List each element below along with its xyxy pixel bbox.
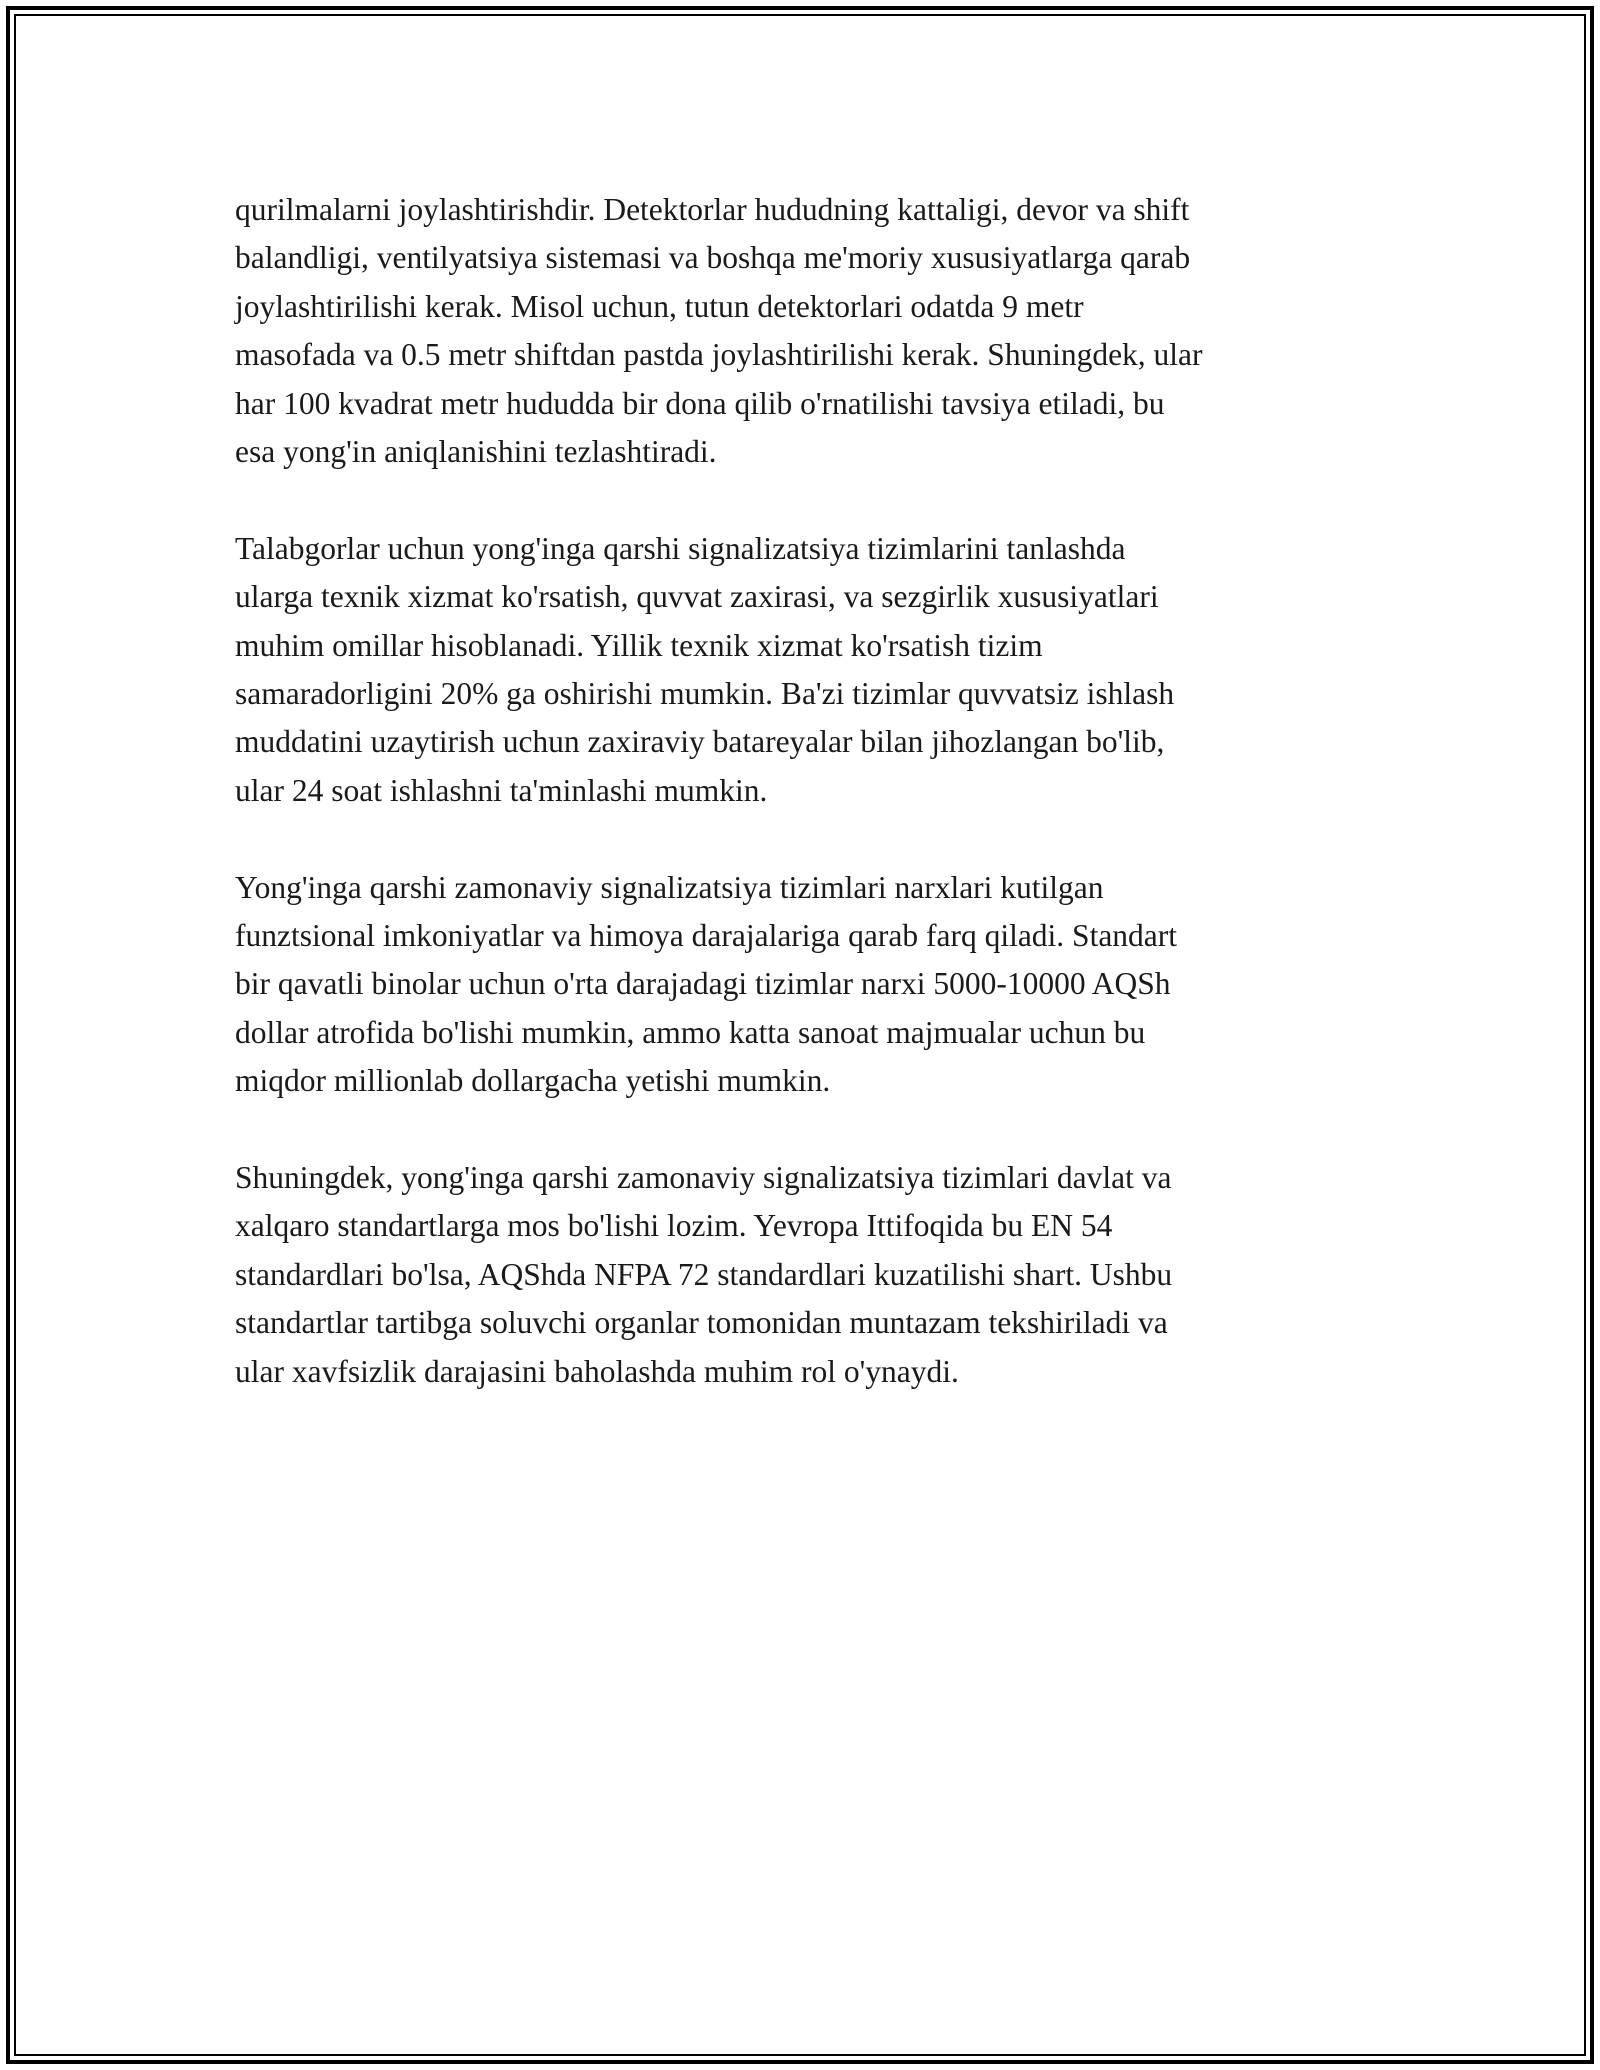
text-line: muddatini uzaytirish uchun zaxiraviy batareyalar bilan jihozlangan bo'lib,	[235, 724, 1165, 760]
text-line: standardlari bo'lsa, AQShda NFPA 72 standardlari kuzatilishi shart. Ushbu	[235, 1256, 1173, 1292]
paragraph-2	[235, 525, 1375, 815]
text-line: Yong'inga qarshi zamonaviy signalizatsiya tizimlari narxlari kutilgan	[235, 869, 1104, 905]
text-line: Talabgorlar uchun yong'inga qarshi signalizatsiya tizimlarini tanlashda	[235, 530, 1126, 566]
text-line: joylashtirilishi kerak. Misol uchun, tutun detektorlari odatda 9 metr	[235, 288, 1084, 324]
text-line: standartlar tartibga soluvchi organlar tomonidan muntazam tekshiriladi va	[235, 1305, 1168, 1341]
text-line: dollar atrofida bo'lishi mumkin, ammo katta sanoat majmualar uchun bu	[235, 1014, 1146, 1050]
document-body	[235, 186, 1375, 1445]
text-line: ular 24 soat ishlashni ta'minlashi mumkin.	[235, 772, 768, 808]
text-line: xalqaro standartlarga mos bo'lishi lozim. Yevropa Ittifoqida bu EN 54	[235, 1208, 1113, 1244]
text-line: bir qavatli binolar uchun o'rta darajadagi tizimlar narxi 5000-10000 AQSh	[235, 966, 1171, 1002]
text-line: samaradorligini 20% ga oshirishi mumkin. Ba'zi tizimlar quvvatsiz ishlash	[235, 676, 1175, 712]
text-line: har 100 kvadrat metr hududda bir dona qilib o'rnatilishi tavsiya etiladi, bu	[235, 385, 1165, 421]
paragraph-3	[235, 864, 1375, 1106]
text-line: balandligi, ventilyatsiya sistemasi va boshqa me'moriy xususiyatlarga qarab	[235, 240, 1191, 276]
text-line: miqdor millionlab dollargacha yetishi mumkin.	[235, 1063, 831, 1099]
text-line: qurilmalarni joylashtirishdir. Detektorlar hududning kattaligi, devor va shift	[235, 192, 1190, 227]
text-line: funztsional imkoniyatlar va himoya darajalariga qarab farq qiladi. Standart	[235, 918, 1178, 954]
text-line: muhim omillar hisoblanadi. Yillik texnik xizmat ko'rsatish tizim	[235, 627, 1043, 663]
text-line: masofada va 0.5 metr shiftdan pastda joylashtirilishi kerak. Shuningdek, ular	[235, 337, 1203, 373]
text-line: ularga texnik xizmat ko'rsatish, quvvat zaxirasi, va sezgirlik xususiyatlari	[235, 579, 1159, 615]
paragraph-1	[235, 186, 1375, 476]
text-line: esa yong'in aniqlanishini tezlashtiradi.	[235, 434, 717, 470]
text-line: Shuningdek, yong'inga qarshi zamonaviy signalizatsiya tizimlari davlat va	[235, 1160, 1172, 1196]
text-line: ular xavfsizlik darajasini baholashda muhim rol o'ynaydi.	[235, 1353, 959, 1389]
paragraph-4	[235, 1154, 1375, 1396]
